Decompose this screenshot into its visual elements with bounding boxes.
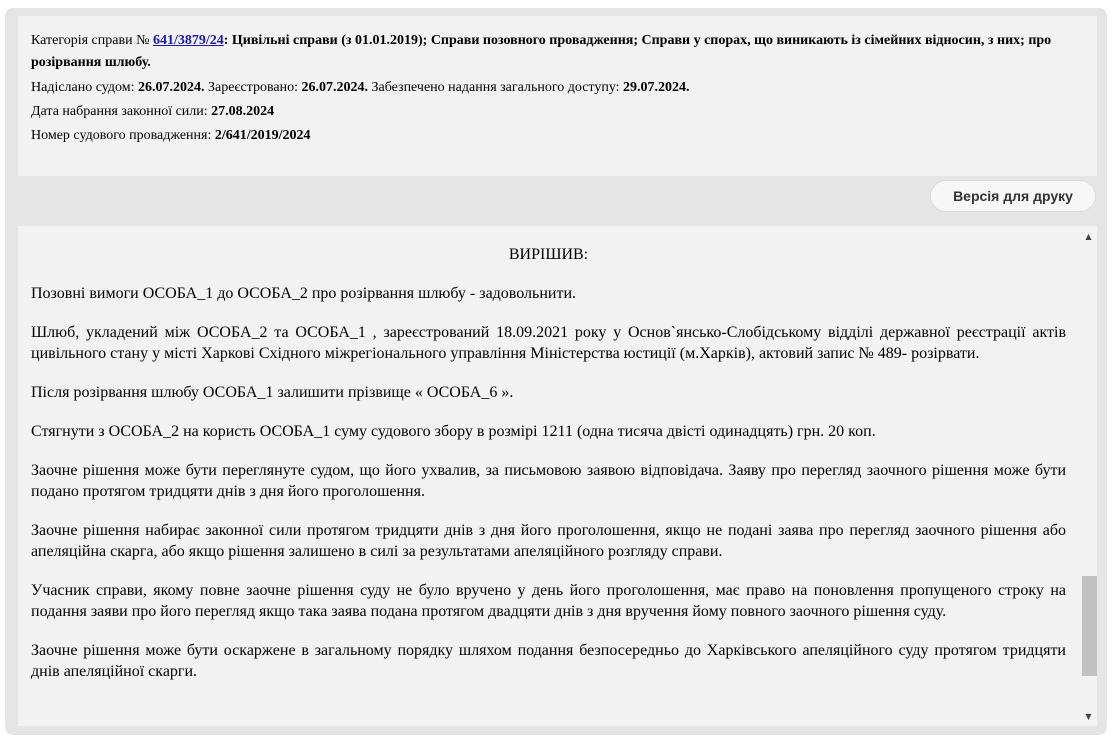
case-category-text: : Цивільні справи (з 01.01.2019); Справи позовного провадження; Справи у спорах, що виникають із сімейних відносин, з них; про розірвання шлюбу.	[31, 33, 1052, 70]
document-paragraph: Учасник справи, якому повне заочне рішення суду не було вручено у день його проголошення, має право на поновлення пропущеного строку на подання заяви про його перегляд якщо така заява подана протягом двадцяти днів з дня вручення йому повного заочного рішення суду.	[31, 582, 1066, 620]
print-version-button[interactable]: Версія для друку	[930, 180, 1096, 212]
scrollbar-thumb[interactable]	[1082, 576, 1097, 676]
proceeding-label: Номер судового провадження:	[31, 128, 212, 143]
proceeding-number: 2/641/2019/2024	[214, 128, 311, 143]
effective-label: Дата набрання законної сили:	[31, 104, 208, 119]
scroll-up-arrow-icon[interactable]: ▲	[1085, 231, 1092, 241]
registered-label: Зареєстровано:	[208, 80, 298, 95]
access-date: 29.07.2024.	[623, 80, 690, 95]
document-paragraph: Позовні вимоги ОСОБА_1 до ОСОБА_2 про розірвання шлюбу - задовольнити.	[31, 285, 576, 302]
case-dates	[31, 76, 1097, 100]
case-category	[31, 30, 1071, 74]
case-number-link[interactable]: 641/3879/24	[152, 33, 224, 48]
document-paragraph: Заочне рішення може бути оскаржене в загальному порядку шляхом подання безпосередньо до Харківського апеляційного суду протягом тридцяти днів апеляційної скарги.	[31, 642, 1066, 680]
scroll-down-arrow-icon[interactable]: ▼	[1085, 711, 1092, 721]
case-info-panel	[18, 16, 1097, 176]
access-label: Забезпечено надання загального доступу:	[371, 80, 620, 95]
sent-date: 26.07.2024.	[138, 80, 205, 95]
case-category-label: Категорія справи №	[31, 33, 150, 48]
document-paragraph: Після розірвання шлюбу ОСОБА_1 залишити прізвище « ОСОБА_6 ».	[31, 384, 514, 401]
proceeding-number-row	[31, 124, 1097, 148]
effective-date-row	[31, 100, 1097, 124]
document-text	[31, 244, 1066, 700]
document-viewer[interactable]	[18, 226, 1097, 726]
document-paragraph: Стягнути з ОСОБА_2 на користь ОСОБА_1 суму судового збору в розмірі 1211 (одна тисяча двісті одинадцять) грн. 20 коп.	[31, 423, 876, 440]
case-frame	[5, 8, 1107, 735]
document-paragraph: Заочне рішення набирає законної сили протягом тридцяти днів з дня його проголошення, якщо не подані заява про перегляд заочного рішення або апеляційна скарга, або якщо рішення залишено в силі за результатами апеляційного розгляду справи.	[31, 522, 1066, 560]
effective-date: 27.08.2024	[211, 104, 275, 119]
document-heading: ВИРІШИВ:	[508, 246, 589, 263]
registered-date: 26.07.2024.	[301, 80, 368, 95]
sent-label: Надіслано судом:	[31, 80, 135, 95]
document-paragraph: Шлюб, укладений між ОСОБА_2 та ОСОБА_1 , зареєстрований 18.09.2021 року у Основ`янсько-Слобідському відділі державної реєстрації актів цивільного стану у місті Харкові Східного міжрегіонального управління Міністерства юстиції (м.Харків), актовий запис № 489- розірвати.	[31, 324, 1066, 362]
document-scrollbar[interactable]	[1080, 226, 1097, 726]
document-paragraph: Заочне рішення може бути переглянуте судом, що його ухвалив, за письмовою заявою відповідача. Заяву про перегляд заочного рішення може бути подано протягом тридцяти днів з дня його проголошення.	[31, 462, 1066, 500]
